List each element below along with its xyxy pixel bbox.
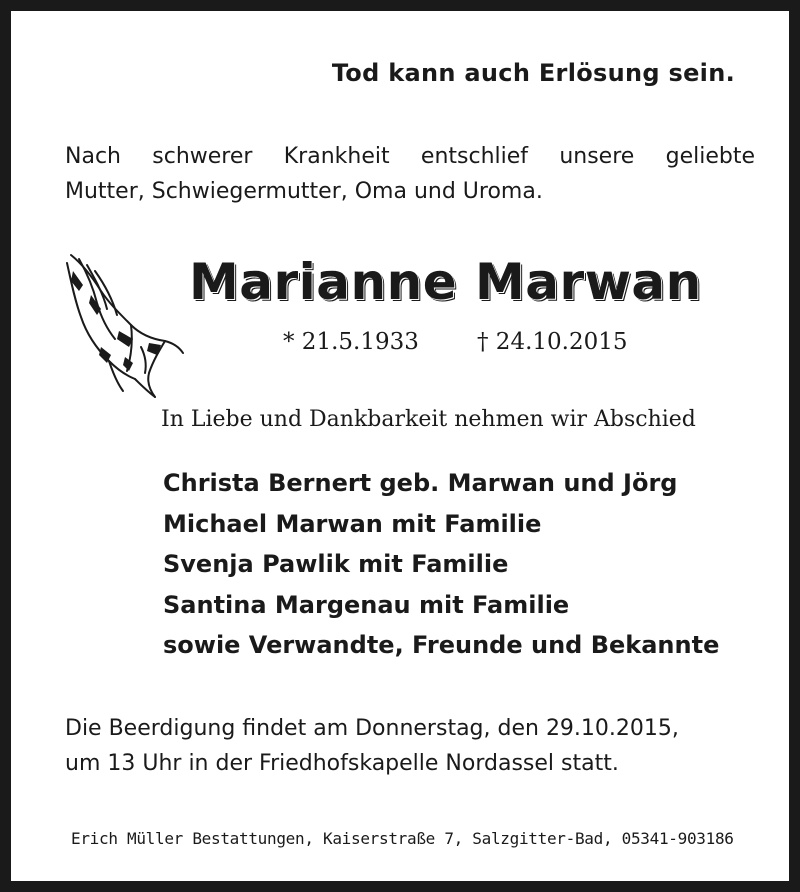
- mourner-line: sowie Verwandte, Freunde und Bekannte: [163, 631, 720, 659]
- burial-line-1: Die Beerdigung findet am Donnerstag, den 29.10.2015,: [65, 716, 679, 741]
- undertaker-info: Erich Müller Bestattungen, Kaiserstraße 7, Salzgitter-Bad, 05341-903186: [71, 829, 734, 848]
- motto: Tod kann auch Erlösung sein.: [331, 59, 735, 87]
- mourner-line: Christa Bernert geb. Marwan und Jörg: [163, 469, 678, 497]
- intro-line-1: Nach schwerer Krankheit entschlief unsere geliebte: [65, 144, 755, 169]
- mourner-line: Michael Marwan mit Familie: [163, 509, 542, 538]
- mourner-line: Santina Margenau mit Familie: [163, 590, 570, 619]
- intro-text: [65, 139, 755, 209]
- mourners-list: [163, 463, 719, 666]
- death-date: † 24.10.2015: [477, 329, 628, 355]
- praying-hands-icon: [61, 251, 185, 401]
- burial-line-2: um 13 Uhr in der Friedhofskapelle Nordassel statt.: [65, 751, 619, 776]
- intro-line-2: Mutter, Schwiegermutter, Oma und Uroma.: [65, 179, 543, 204]
- deceased-name: Marianne Marwan: [189, 253, 702, 311]
- burial-info: [65, 711, 755, 781]
- mourner-line: Svenja Pawlik mit Familie: [163, 550, 509, 578]
- birth-date: * 21.5.1933: [283, 329, 419, 355]
- farewell-text: In Liebe und Dankbarkeit nehmen wir Abschied: [161, 407, 696, 432]
